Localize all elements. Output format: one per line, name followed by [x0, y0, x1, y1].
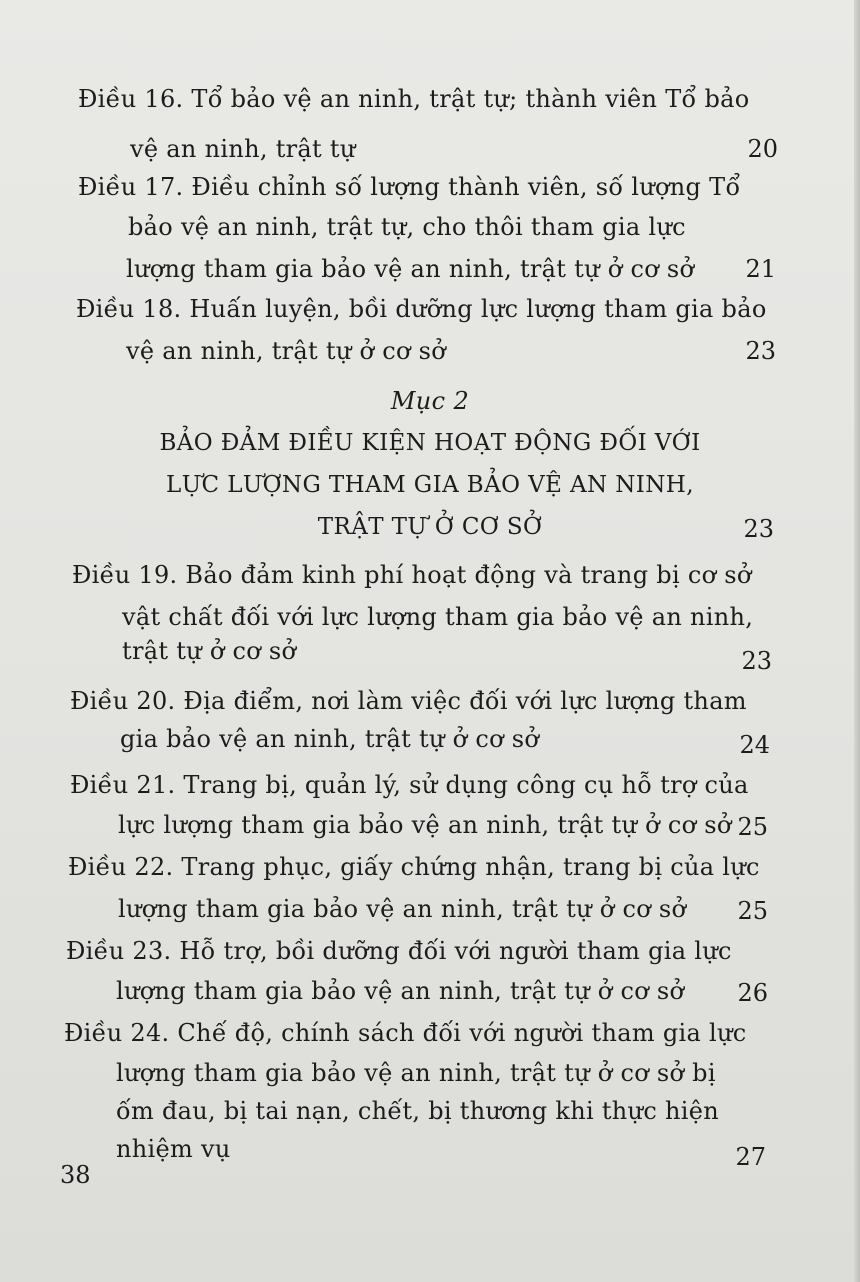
- toc-entry-17-page: 21: [745, 255, 776, 283]
- toc-entry-16-line-2: vệ an ninh, trật tự: [130, 135, 356, 163]
- toc-entry-18-line-1: Điều 18. Huấn luyện, bồi dưỡng lực lượng tham gia bảo: [76, 295, 767, 323]
- toc-entry-17-line-3: lượng tham gia bảo vệ an ninh, trật tự ở cơ sở: [126, 255, 695, 283]
- toc-entry-22-line-1: Điều 22. Trang phục, giấy chứng nhận, trang bị của lực: [68, 853, 760, 881]
- toc-entry-16-page: 20: [747, 135, 778, 163]
- toc-entry-23-line-2: lượng tham gia bảo vệ an ninh, trật tự ở cơ sở: [116, 977, 685, 1005]
- toc-entry-24-line-1: Điều 24. Chế độ, chính sách đối với người tham gia lực: [64, 1019, 747, 1047]
- toc-entry-17-line-2: bảo vệ an ninh, trật tự, cho thôi tham gia lực: [128, 213, 686, 241]
- toc-entry-18-line-2: vệ an ninh, trật tự ở cơ sở: [126, 337, 446, 365]
- toc-entry-23-page: 26: [737, 979, 768, 1007]
- toc-entry-24-line-2: lượng tham gia bảo vệ an ninh, trật tự ở cơ sở bị: [116, 1059, 716, 1087]
- toc-entry-24-line-3: ốm đau, bị tai nạn, chết, bị thương khi thực hiện: [116, 1097, 719, 1125]
- section-page: 23: [743, 515, 774, 543]
- toc-entry-19-line-2: vật chất đối với lực lượng tham gia bảo vệ an ninh,: [122, 603, 754, 631]
- toc-entry-17-line-1: Điều 17. Điều chỉnh số lượng thành viên, số lượng Tổ: [78, 173, 741, 201]
- section-label: Mục 2: [390, 387, 470, 415]
- toc-entry-20-line-2: gia bảo vệ an ninh, trật tự ở cơ sở: [120, 725, 540, 753]
- toc-entry-19-page: 23: [741, 647, 772, 675]
- section-title-line-1: BẢO ĐẢM ĐIỀU KIỆN HOẠT ĐỘNG ĐỐI VỚI: [159, 430, 701, 456]
- toc-entry-24-page: 27: [735, 1143, 766, 1171]
- toc-entry-21-line-2: lực lượng tham gia bảo vệ an ninh, trật tự ở cơ sở: [118, 811, 732, 839]
- section-title-line-3: TRẬT TỰ Ở CƠ SỞ: [317, 514, 543, 540]
- toc-entry-18-page: 23: [745, 337, 776, 365]
- toc-entry-22-page: 25: [737, 897, 768, 925]
- toc-entry-19-line-3: trật tự ở cơ sở: [122, 637, 297, 665]
- toc-entry-22-line-2: lượng tham gia bảo vệ an ninh, trật tự ở cơ sở: [118, 895, 687, 923]
- toc-entry-21-line-1: Điều 21. Trang bị, quản lý, sử dụng công cụ hỗ trợ của: [70, 771, 749, 799]
- toc-entry-23-line-1: Điều 23. Hỗ trợ, bồi dưỡng đối với người tham gia lực: [66, 937, 732, 965]
- toc-entry-20-page: 24: [739, 731, 770, 759]
- page-edge: [854, 0, 860, 1282]
- toc-entry-24-line-4: nhiệm vụ: [116, 1135, 231, 1163]
- toc-entry-20-line-1: Điều 20. Địa điểm, nơi làm việc đối với lực lượng tham: [70, 687, 747, 715]
- toc-entry-21-page: 25: [737, 813, 768, 841]
- page-number: 38: [60, 1161, 91, 1189]
- section-title-line-2: LỰC LƯỢNG THAM GIA BẢO VỆ AN NINH,: [166, 472, 694, 498]
- toc-entry-16-line-1: Điều 16. Tổ bảo vệ an ninh, trật tự; thành viên Tổ bảo: [78, 85, 750, 113]
- toc-entry-19-line-1: Điều 19. Bảo đảm kinh phí hoạt động và trang bị cơ sở: [72, 561, 752, 589]
